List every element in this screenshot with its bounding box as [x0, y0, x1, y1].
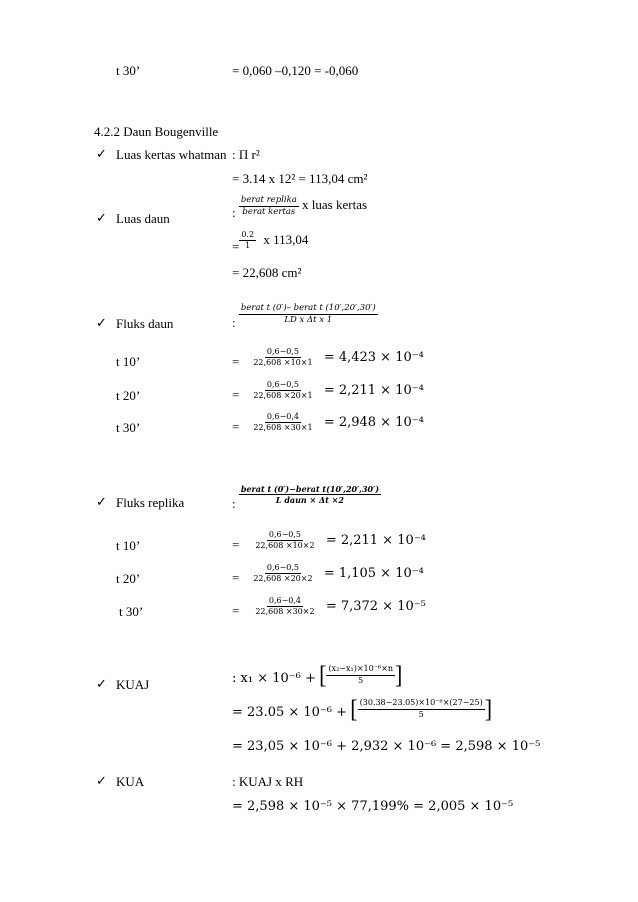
row-result: = 2,211 × 10⁻⁴ [323, 382, 424, 398]
fraction-numerator: 0,6−0,4 [267, 597, 303, 607]
replica-flux-formula-fraction [239, 485, 381, 505]
row-result: = 2,948 × 10⁻⁴ [323, 414, 424, 430]
fraction-denominator: 22,608 ×20×2 [253, 574, 313, 584]
kua-label: KUA [116, 774, 145, 789]
fraction-numerator: berat t (0′)– berat t (10′,20′,30′) [240, 303, 376, 313]
check-icon: ✓ [96, 316, 107, 331]
fluks-replika-row-label: t 30’ [119, 604, 144, 619]
check-icon: ✓ [96, 495, 107, 510]
fluks-daun-row-calc: = $\frac{0,6-0,4}{22,608 \times 30\times 1}$ = 2,948 × 10⁻⁴ [232, 412, 424, 434]
fraction-numerator: (30.38−23.05)×10⁻⁶×(27−25) [358, 699, 485, 709]
row-result: = 1,105 × 10⁻⁴ [323, 565, 424, 581]
fraction-denominator: 22,608 ×10×2 [255, 541, 315, 551]
calc-fraction [251, 413, 314, 433]
fluks-replika-label: Fluks replika [116, 495, 185, 510]
kuaj-fraction [358, 699, 485, 719]
fluks-daun-row-calc: = $\frac{0,6-0,5}{22,608 \times 20\times 1}$ = 2,211 × 10⁻⁴ [232, 380, 424, 402]
fraction-denominator: 22,608 ×30×1 [253, 423, 313, 433]
fluks-daun-label: Fluks daun [116, 316, 174, 331]
kua-formula: : KUAJ x RH [232, 774, 304, 789]
kuaj-label: KUAJ [116, 677, 150, 692]
fluks-replika-row-calc: = $\frac{0,6-0,5}{22,608 \times 20\times 2}$ = 1,105 × 10⁻⁴ [232, 563, 424, 585]
t30-top-label: t 30’ [116, 63, 141, 78]
check-icon: ✓ [96, 774, 107, 789]
kuaj-result-line: = 23,05 × 10⁻⁶ + 2,932 × 10⁻⁶ = 2,598 × 10⁻⁵ [232, 739, 541, 754]
fraction-numerator: berat replika [240, 195, 297, 205]
row-result: = 2,211 × 10⁻⁴ [325, 532, 426, 548]
fluks-replika-row-label: t 10’ [116, 538, 141, 553]
fraction-denominator: 5 [358, 675, 364, 685]
flux-formula-fraction [239, 304, 378, 325]
fraction-numerator: 0,6−0,4 [265, 413, 301, 423]
check-icon: ✓ [96, 677, 107, 692]
fluks-replika-formula [232, 484, 381, 511]
row-result: = 7,372 × 10⁻⁵ [325, 598, 426, 614]
fraction-denominator: 22,608 ×30×2 [255, 607, 315, 617]
kuaj-substitution-line: = 23.05 × 10⁻⁶ + [ $\frac{\text{(30.38−23.05)×10⁻⁶×(27−25)}}{5}$ ] [232, 694, 493, 723]
fluks-replika-row-label: t 20’ [116, 571, 141, 586]
calc-fraction [251, 381, 314, 401]
fraction-denominator: 5 [418, 709, 424, 719]
t30-top-value: = 0,060 –0,120 = -0,060 [232, 63, 359, 78]
section-title: 4.2.2 Daun Bougenville [94, 124, 219, 139]
colon: : [232, 495, 236, 511]
calc-fraction [251, 564, 314, 584]
row-result: = 4,423 × 10⁻⁴ [323, 349, 424, 365]
fluks-daun-row-calc: = $\frac{0,6-0,5}{22,608 \times 10\times 1}$ = 4,423 × 10⁻⁴ [232, 347, 424, 369]
fraction-denominator: LD x Δt x 1 [284, 314, 333, 325]
value-fraction [239, 231, 256, 251]
kuaj-fraction [326, 665, 395, 685]
kuaj-formula-line: : x₁ × 10⁻⁶ + [ $\frac{\text{(x₂−x₁)×10⁻⁶×n}}{5}$ ] [232, 660, 403, 689]
luas-kertas-formula: : Π r² [232, 147, 260, 162]
fraction-numerator: 0,6−0,5 [265, 381, 301, 391]
check-icon: ✓ [96, 211, 107, 226]
fraction-denominator: berat kertas [242, 206, 296, 217]
luas-daun-result: = 22,608 cm² [232, 265, 302, 280]
luas-daun-label: Luas daun [116, 211, 170, 226]
check-icon: ✓ [96, 147, 107, 162]
fluks-replika-row-calc: = $\frac{0,6-0,4}{22,608 \times 30\times 2}$ = 7,372 × 10⁻⁵ [232, 596, 426, 618]
kua-result: = 2,598 × 10⁻⁵ × 77,199% = 2,005 × 10⁻⁵ [232, 799, 514, 814]
calc-fraction [251, 348, 314, 368]
luas-kertas-label: Luas kertas whatman [116, 147, 227, 162]
fraction-numerator: 0,6−0,5 [265, 348, 301, 358]
kuaj-prefix: = 23.05 × 10⁻⁶ + [232, 704, 348, 720]
luas-daun-formula [232, 195, 368, 221]
luas-daun-substitution [232, 230, 309, 254]
colon: : [232, 315, 236, 331]
luas-kertas-result: = 3.14 x 12² = 113,04 cm² [232, 171, 368, 186]
kuaj-prefix: : x₁ × 10⁻⁶ + [232, 670, 316, 686]
luas-daun-suffix: x luas kertas [302, 197, 368, 213]
equals: = [232, 238, 240, 254]
fluks-daun-row-label: t 10’ [116, 354, 141, 369]
fraction-denominator: 22,608 ×10×1 [253, 358, 313, 368]
fraction-numerator: 0,6−0,5 [265, 564, 301, 574]
fluks-replika-row-calc: = $\frac{0,6-0,5}{22,608 \times 10\times 2}$ = 2,211 × 10⁻⁴ [232, 530, 426, 552]
fraction-numerator: 0.2 [239, 231, 256, 241]
fraction-numerator: berat t (0′)−berat t(10′,20′,30′) [240, 484, 379, 494]
weight-ratio-fraction [239, 196, 299, 217]
fluks-daun-formula [232, 303, 378, 331]
fluks-daun-row-label: t 20’ [116, 388, 141, 403]
fraction-denominator: L daun × Δt ×2 [275, 495, 344, 506]
luas-daun-suffix2: x 113,04 [263, 231, 309, 247]
fraction-denominator: 22,608 ×20×1 [253, 391, 313, 401]
colon: : [232, 205, 236, 221]
fraction-denominator: 1 [245, 241, 251, 251]
calc-fraction [253, 597, 316, 617]
fraction-numerator: (x₂−x₁)×10⁻⁶×n [326, 665, 395, 675]
fluks-daun-row-label: t 30’ [116, 420, 141, 435]
calc-fraction [253, 531, 316, 551]
fraction-numerator: 0,6−0,5 [267, 531, 303, 541]
